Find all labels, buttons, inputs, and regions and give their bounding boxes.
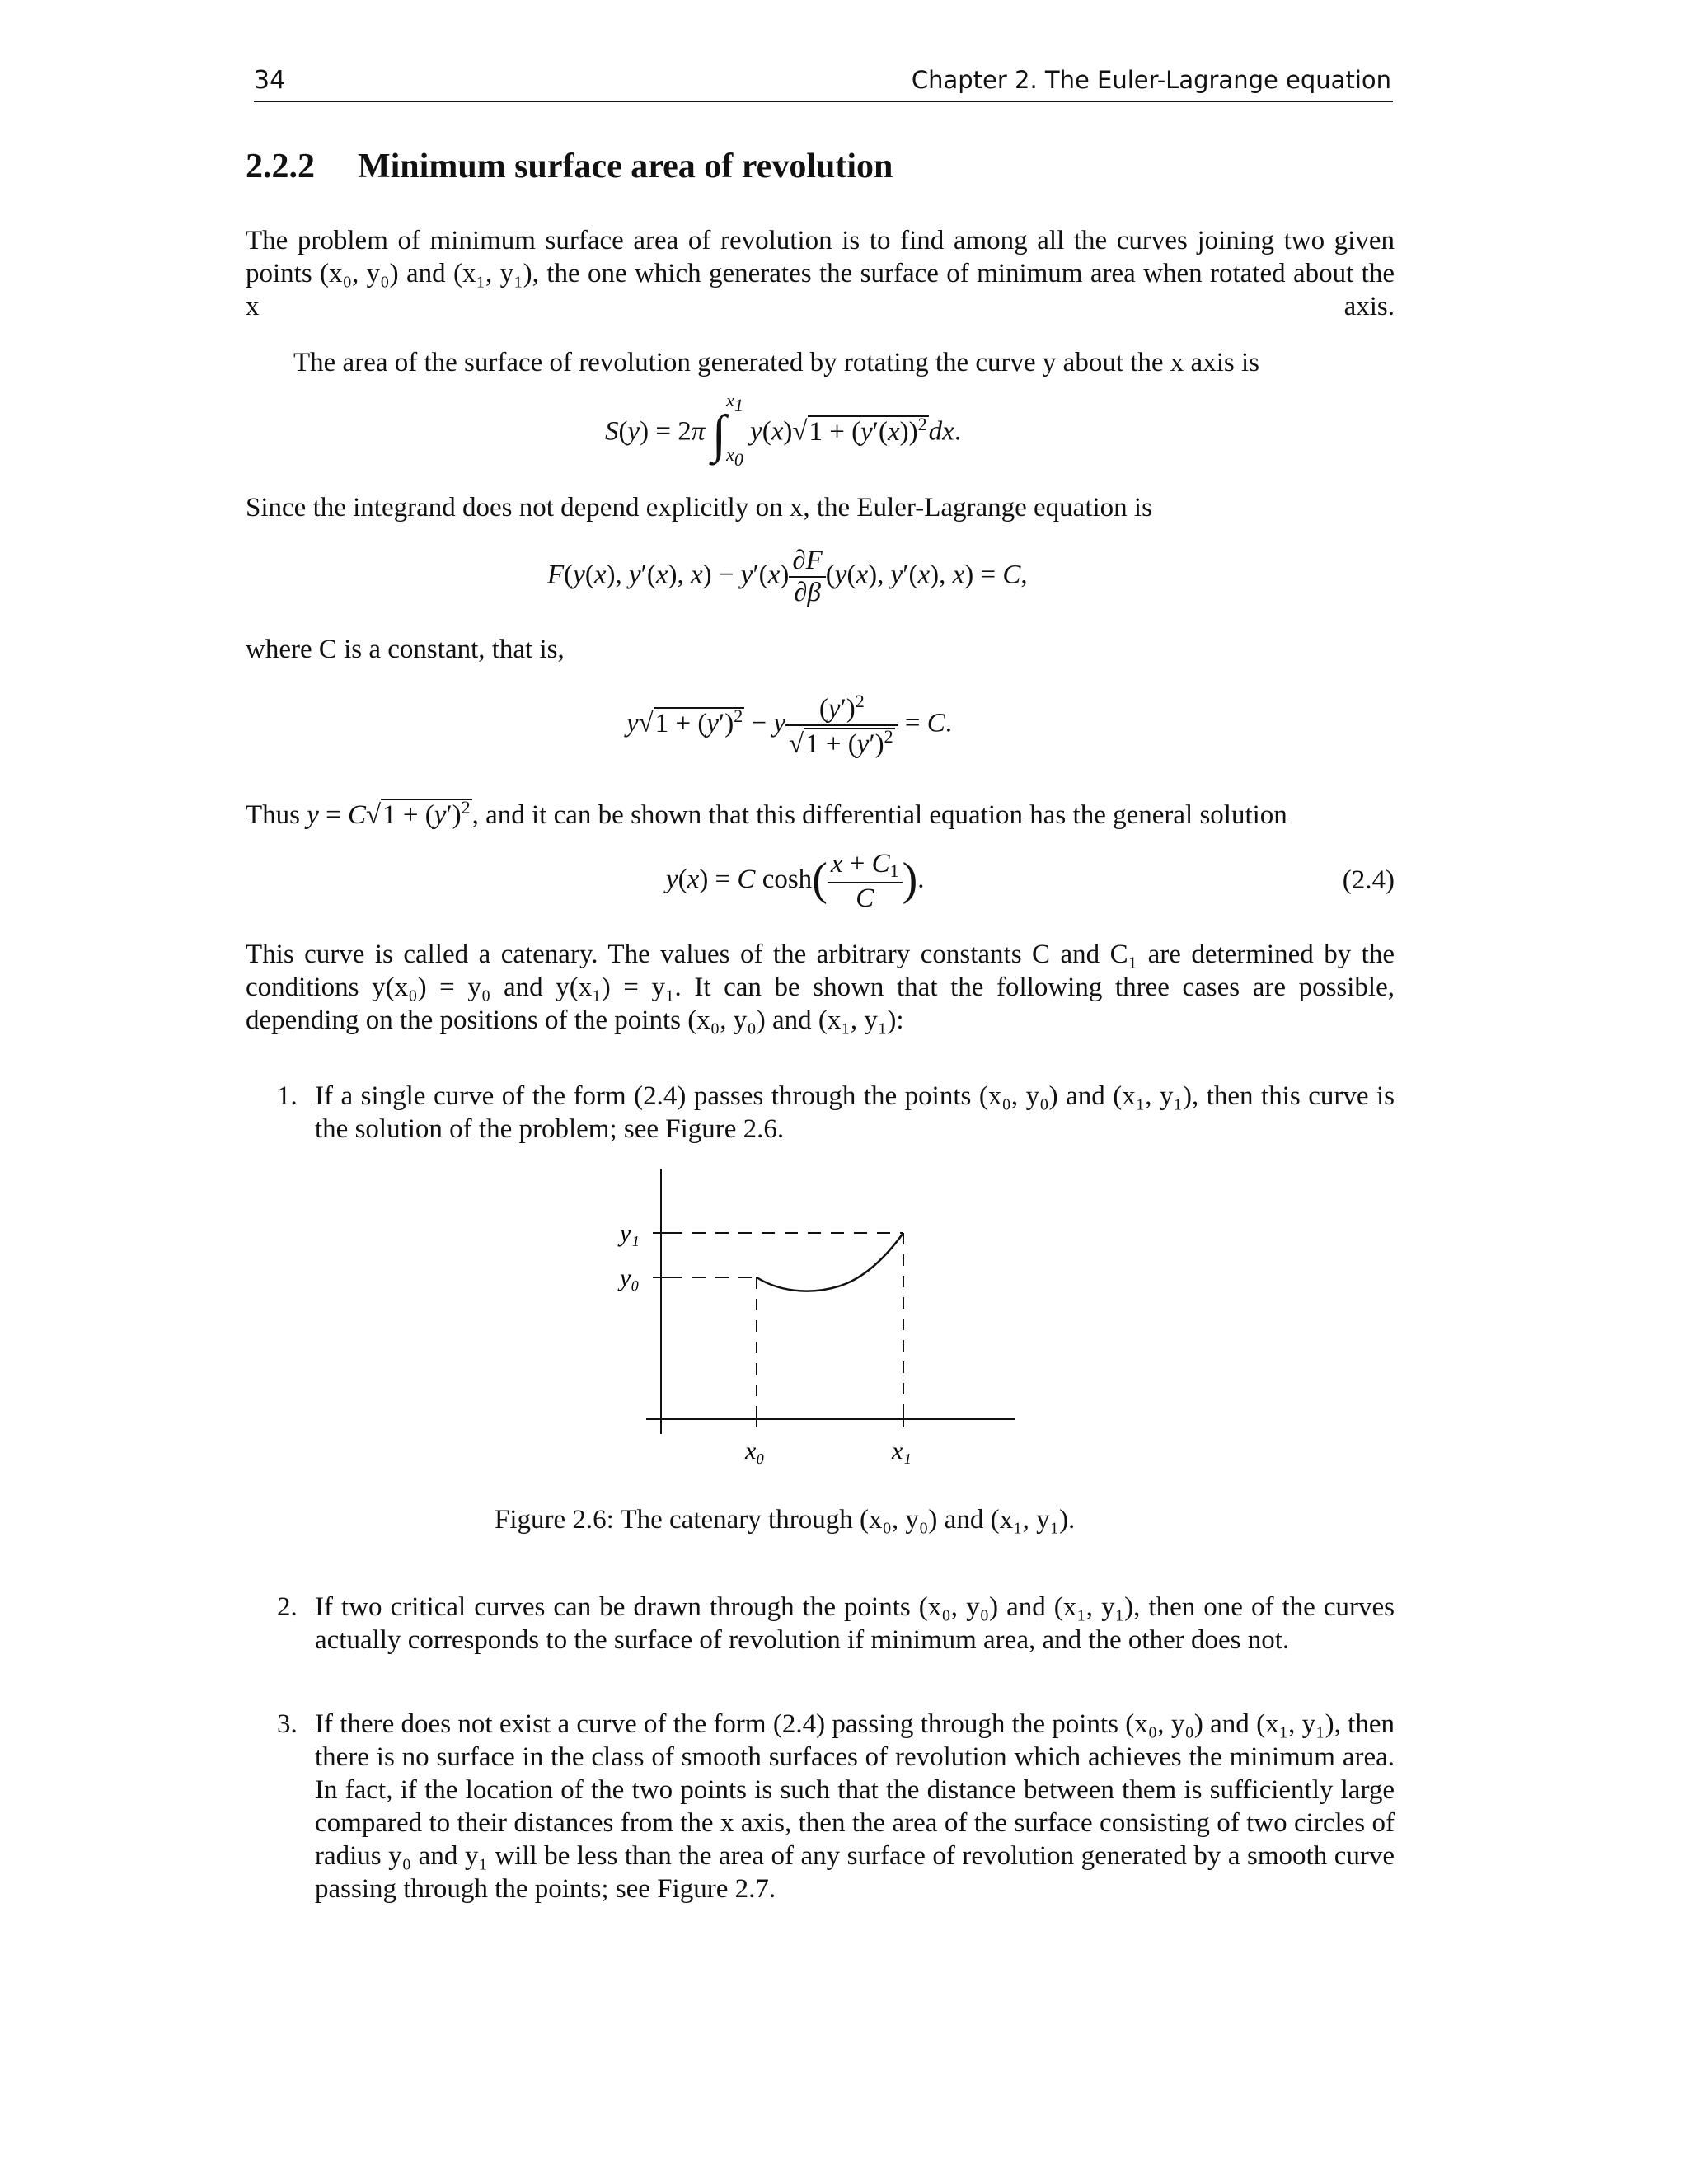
list-number: 2. — [277, 1592, 298, 1622]
list-item-2 — [277, 1591, 1395, 1657]
list-number: 3. — [277, 1709, 298, 1739]
intro-paragraph: The problem of minimum surface area of revolution is to find among all the curves joining two given points (x₀, y₀) and (x₁, y₁), the one which generates the surface of minimum area when rotated about the x axis. — [246, 226, 1395, 321]
section-title: Minimum surface area of revolution — [358, 148, 893, 185]
area-intro-paragraph: The area of the surface of revolution generated by rotating the curve y about the x axis is — [293, 348, 1259, 377]
thus-paragraph: Thus $y = C√1 + (y')^2$, and it can be shown that this differential equation has the general solution — [246, 797, 1287, 830]
equation-number: (2.4) — [1342, 865, 1395, 895]
label-y0: y₀ — [620, 1264, 640, 1291]
label-x1: x₁ — [892, 1437, 912, 1465]
equation-general-solution: y(x) = C cosh( $\frac{x + C_1}{C}$ ). — [666, 849, 925, 913]
list-text: If two critical curves can be drawn through the points (x₀, y₀) and (x₁, y₁), then one of the curves actually corresponds to the surface of revolution if minimum area, and the other does not. — [315, 1592, 1395, 1655]
list-number: 1. — [277, 1081, 298, 1111]
label-y1: y₁ — [620, 1220, 640, 1247]
page-number: 34 — [254, 66, 286, 95]
chapter-title: Chapter 2. The Euler-Lagrange equation — [911, 66, 1391, 94]
list-text: If there does not exist a curve of the form (2.4) passing through the points (x₀, y₀) and (x₁, y₁), then there is no surface in the class of smooth surfaces of revolution which achieves the minimum area. In fact, if the location of the two points is such that the distance between them is sufficiently large compared to their distances from the x axis, then the area of the surface consisting of two circles of radius y₀ and y₁ will be less than the area of any surface of revolution generated by a smooth curve passing through the points; see Figure 2.7. — [315, 1709, 1395, 1904]
section-number: 2.2.2 — [246, 148, 315, 185]
list-item-3 — [277, 1708, 1395, 1905]
section-heading — [246, 147, 893, 186]
equation-euler-lagrange: F(y(x), y′(x), x) − y′(x) $\frac{\partial F}{\partial\beta}$ (y(x), y′(x), x) = C, — [547, 546, 1028, 607]
list-item-1 — [277, 1080, 1395, 1146]
catenary-curve — [757, 1233, 903, 1291]
list-text: If a single curve of the form (2.4) passes through the points (x₀, y₀) and (x₁, y₁), then this curve is the solution of the problem; see Figure 2.6. — [315, 1081, 1395, 1144]
running-header — [254, 64, 1393, 102]
since-paragraph: Since the integrand does not depend explicitly on x, the Euler-Lagrange equation is — [246, 493, 1152, 523]
figure-catenary — [610, 1162, 1039, 1475]
thus-rest: , and it can be shown that this differential equation has the general solution — [471, 800, 1287, 830]
equation-reduced: $y√1 + (y')^2 - y$ $\frac{(y')^2}{√1 + (y')^2}$ = C. — [626, 691, 953, 759]
catenary-paragraph: This curve is called a catenary. The values of the arbitrary constants C and C₁ are determined by the conditions y(x₀) = y₀ and y(x₁) = y₁. It can be shown that the following three cases are possible, depending on the positions of the points (x₀, y₀) and (x₁, y₁): — [246, 940, 1395, 1035]
where-paragraph: where C is a constant, that is, — [246, 635, 565, 664]
equation-surface-area: S(y) = 2π ∫ $x_1$ $x_0$ $y(x)√1 + (y'(x))^2dx$. — [605, 390, 962, 470]
label-x0: x₀ — [745, 1437, 765, 1465]
figure-caption: Figure 2.6: The catenary through (x₀, y₀) and (x₁, y₁). — [495, 1505, 1076, 1535]
